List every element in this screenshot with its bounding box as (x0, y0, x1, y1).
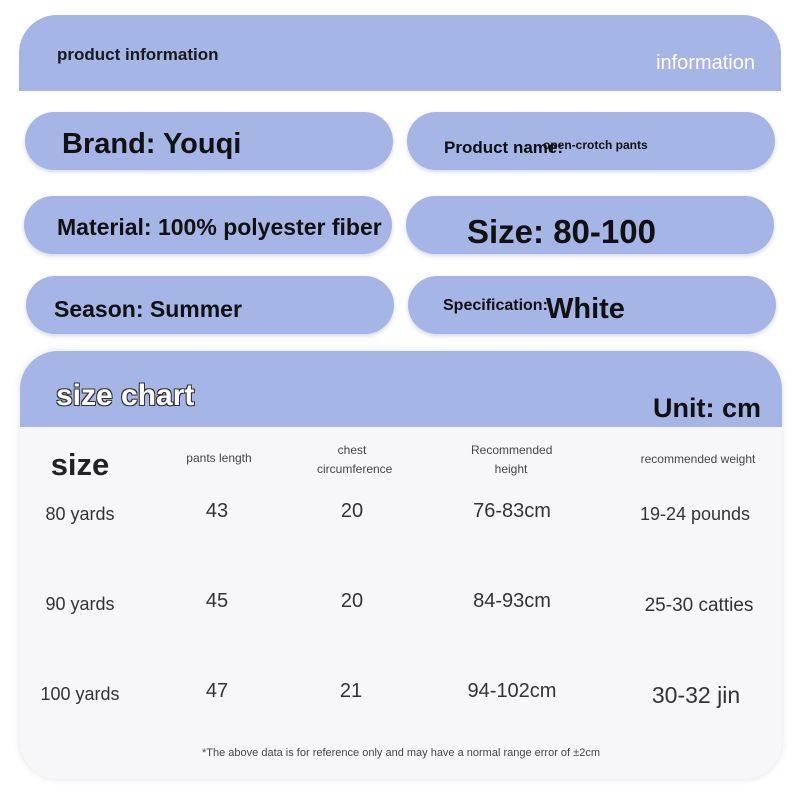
season-text: Season: Summer (54, 296, 242, 322)
material-text: Material: 100% polyester fiber (57, 214, 382, 240)
table-row-2-chest: 20 (340, 590, 364, 612)
table-row-3-chest: 21 (339, 680, 363, 702)
specification-pill (408, 276, 776, 334)
table-row-3-length: 47 (205, 680, 229, 702)
table-row-2-size: 90 yards (45, 594, 115, 614)
column-header-chest: chest circumference (317, 443, 393, 476)
material-pill (24, 196, 392, 254)
column-header-pants-length: pants length (186, 451, 252, 465)
product-name-label: Product name: (444, 138, 564, 157)
size-pill (406, 196, 774, 254)
disclaimer-note: *The above data is for reference only and may have a normal range error of ±2cm (202, 747, 600, 759)
season-pill (26, 276, 394, 334)
table-row-3-size: 100 yards (40, 684, 120, 704)
spec-value: White (546, 293, 625, 325)
table-row-1-chest: 20 (340, 500, 364, 522)
product-name-value: open-crotch pants (543, 138, 648, 152)
table-row-2-height: 84-93cm (473, 590, 551, 612)
table-row-2-weight: 25-30 catties (644, 595, 754, 616)
table-row-3-weight: 30-32 jin (651, 682, 741, 708)
brand-pill (25, 112, 393, 170)
table-row-1-length: 43 (205, 500, 229, 522)
header-title: product information (57, 45, 219, 64)
column-header-size: size (50, 447, 110, 482)
column-header-height: Recommended height (471, 443, 553, 476)
info-header (19, 15, 781, 91)
size-text: Size: 80-100 (467, 213, 656, 250)
table-row-1-height: 76-83cm (473, 500, 551, 522)
table-row-2-length: 45 (205, 590, 229, 612)
header-subtitle: information (656, 52, 755, 74)
brand-text: Brand: Youqi (62, 128, 242, 160)
size-chart-title: size chart (56, 379, 195, 412)
column-header-weight: recommended weight (640, 452, 756, 466)
table-row-3-height: 94-102cm (467, 680, 557, 702)
product-name-pill (407, 112, 775, 170)
table-row-1-size: 80 yards (45, 504, 115, 524)
table-row-1-weight: 19-24 pounds (639, 504, 751, 524)
size-chart-card (20, 351, 782, 779)
unit-label: Unit: cm (653, 393, 761, 423)
size-chart-header (20, 351, 782, 427)
spec-label: Specification: (443, 297, 548, 314)
